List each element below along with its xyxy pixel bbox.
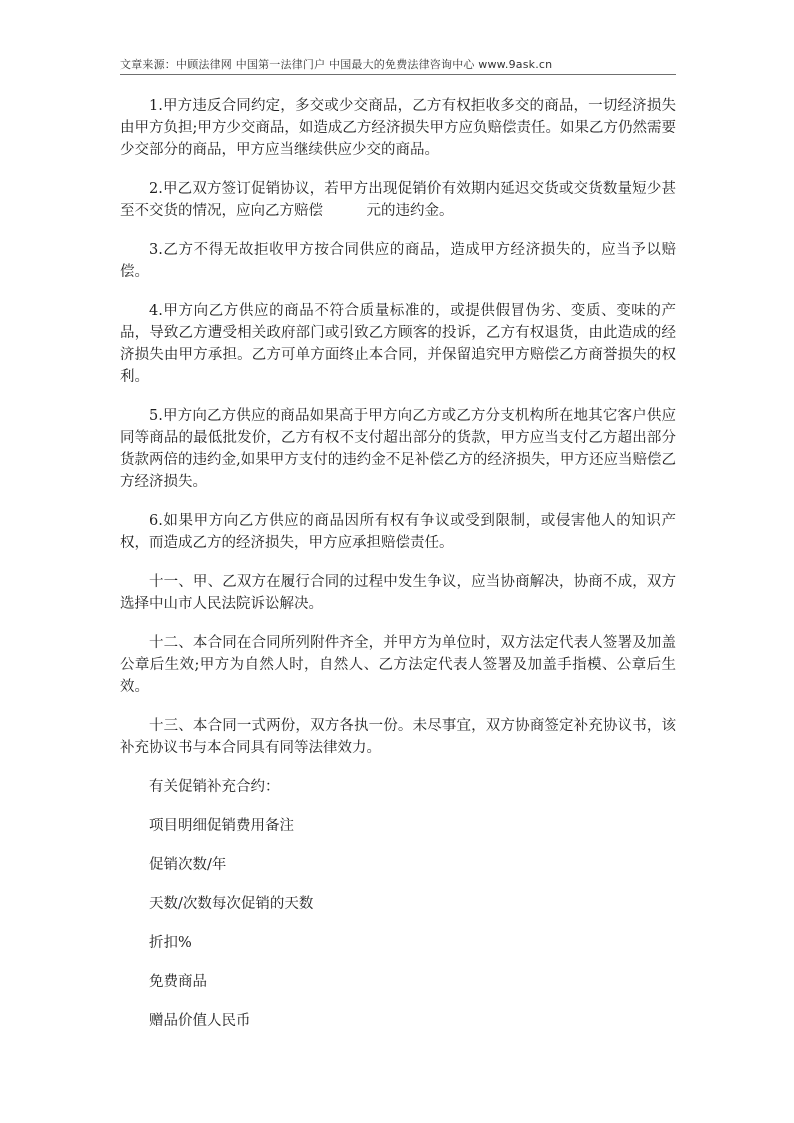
article-13: 十三、本合同一式两份，双方各执一份。未尽事宜，双方协商签定补充协议书，该补充协议书与本合同具有同等法律效力。 [120, 718, 676, 756]
article-11: 十一、甲、乙双方在履行合同的过程中发生争议，应当协商解决，协商不成，双方选择中山市人民法院诉讼解决。 [120, 574, 676, 612]
document-body [120, 95, 676, 1049]
clause-1: 1.甲方违反合同约定，多交或少交商品，乙方有权拒收多交的商品，一切经济损失由甲方负担;甲方少交商品，如造成乙方经济损失甲方应负赔偿责任。如果乙方仍然需要少交部分的商品，甲方应当继续供应少交的商品。 [120, 98, 676, 158]
supplement-item: 天数/次数每次促销的天数 [149, 896, 314, 912]
clause-4: 4.甲方向乙方供应的商品不符合质量标准的，或提供假冒伪劣、变质、变味的产品，导致乙方遭受相关政府部门或引致乙方顾客的投诉，乙方有权退货，由此造成的经济损失由甲方承担。乙方可单方面终止本合同，并保留追究甲方赔偿乙方商誉损失的权利。 [120, 303, 676, 385]
supplement-item: 免费商品 [149, 974, 207, 990]
clause-5: 5.甲方向乙方供应的商品如果高于甲方向乙方或乙方分支机构所在地其它客户供应同等商品的最低批发价，乙方有权不支付超出部分的货款，甲方应当支付乙方超出部分货款两倍的违约金,如果甲方支付的违约金不足补偿乙方的经济损失，甲方还应当赔偿乙方经济损失。 [120, 408, 676, 490]
supplement-title: 有关促销补充合约： [149, 779, 280, 795]
supplement-item: 促销次数/年 [149, 857, 227, 873]
clause-2: 2.甲乙双方签订促销协议，若甲方出现促销价有效期内延迟交货或交货数量短少甚至不交货的情况，应向乙方赔偿 元的违约金。 [120, 181, 676, 219]
supplement-item: 赠品价值人民币 [149, 1013, 251, 1029]
header-divider [120, 74, 676, 75]
article-12: 十二、本合同在合同所列附件齐全，并甲方为单位时，双方法定代表人签署及加盖公章后生效;甲方为自然人时，自然人、乙方法定代表人签署及加盖手指模、公章后生效。 [120, 635, 676, 695]
supplement-item: 项目明细促销费用备注 [149, 818, 294, 834]
page-header-source: 文章来源：中顾法律网 中国第一法律门户 中国最大的免费法律咨询中心 www.9ask.cn [120, 58, 553, 71]
supplement-item: 折扣% [149, 935, 192, 951]
clause-3: 3.乙方不得无故拒收甲方按合同供应的商品，造成甲方经济损失的，应当予以赔偿。 [120, 242, 676, 280]
clause-6: 6.如果甲方向乙方供应的商品因所有权有争议或受到限制，或侵害他人的知识产权，而造成乙方的经济损失，甲方应承担赔偿责任。 [120, 513, 676, 551]
